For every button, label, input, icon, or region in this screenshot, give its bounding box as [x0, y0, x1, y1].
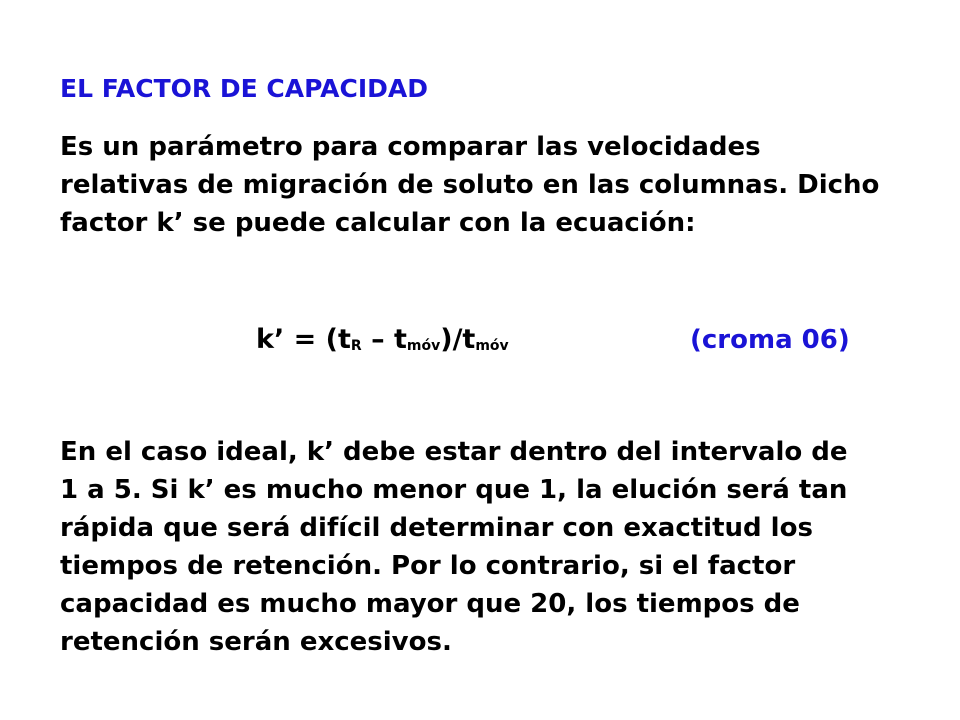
intro-line: Es un parámetro para comparar las velocidades	[60, 132, 761, 162]
equation-subscript-r: R	[350, 338, 362, 354]
closing-line: 1 a 5. Si k’ es mucho menor que 1, la elución será tan	[60, 475, 848, 505]
equation-minus: – t	[361, 324, 407, 355]
closing-line: capacidad es mucho mayor que 20, los tiempos de	[60, 589, 800, 619]
equation-reference: (croma 06)	[690, 325, 850, 355]
equation-subscript-mov: móv	[406, 338, 441, 354]
intro-paragraph	[60, 128, 930, 242]
intro-line: factor k’ se puede calcular con la ecuación:	[60, 208, 696, 238]
slide-heading: EL FACTOR DE CAPACIDAD	[60, 74, 428, 103]
intro-line: relativas de migración de soluto en las columnas. Dicho	[60, 170, 880, 200]
closing-paragraph	[60, 433, 930, 661]
equation-subscript-mov: móv	[475, 338, 509, 354]
closing-line: retención serán excesivos.	[60, 627, 452, 657]
capacity-factor-equation	[256, 320, 509, 366]
closing-line: tiempos de retención. Por lo contrario, si el factor	[60, 551, 796, 581]
equation-divide: )/t	[440, 324, 476, 355]
equation-lhs: k’ = (t	[256, 324, 351, 355]
closing-line: En el caso ideal, k’ debe estar dentro del intervalo de	[60, 437, 848, 467]
closing-line: rápida que será difícil determinar con exactitud los	[60, 513, 813, 543]
